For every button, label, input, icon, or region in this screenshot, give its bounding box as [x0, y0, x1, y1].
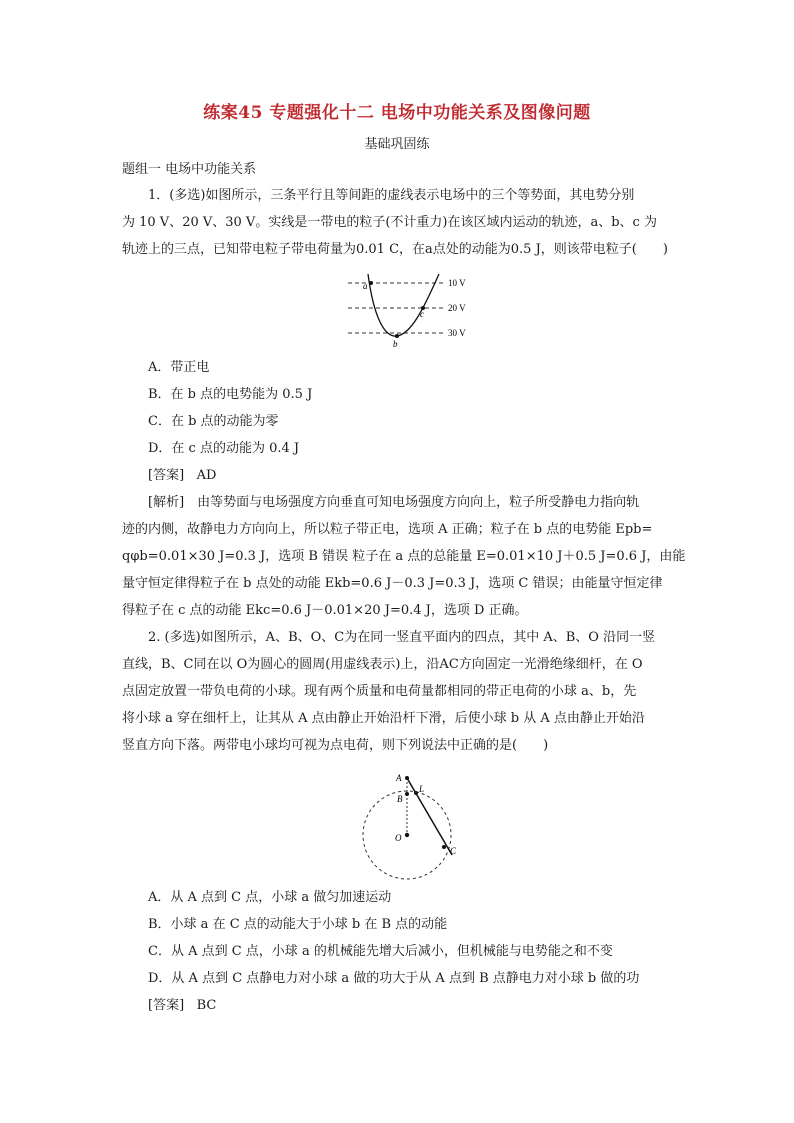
q2-answer [148, 996, 708, 1016]
q2-option-b: B．小球 a 在 C 点的动能大于小球 b 在 B 点的动能 [148, 917, 448, 932]
q1-line-1: 1．(多选)如图所示，三条平行且等间距的虚线表示电场中的三个等势面，其电势分别 [148, 188, 635, 203]
q1-analysis-line-1: [解析] 由等势面与电场强度方向垂直可知电场强度方向向上，粒子所受静电力指向轨 [148, 495, 640, 510]
q2-line-4: 将小球 a 穿在细杆上，让其从 A 点由静止开始沿杆下滑，后使小球 b 从 A 点由静止开始沿 [122, 711, 645, 726]
q2-line-1: 2. (多选)如图所示，A、B、O、C为在同一竖直平面内的四点，其中 A、B、O 沿同一竖 [148, 630, 656, 645]
potential-label-30v: 30 V [448, 328, 466, 338]
point-C-label: C [450, 846, 457, 856]
q1-option-c: C．在 b 点的动能为零 [148, 414, 279, 429]
q2-figure-circle-rod [355, 768, 465, 880]
q2-option-a: A．从 A 点到 C 点，小球 a 做匀加速运动 [148, 890, 392, 905]
section-subtitle: 基础巩固练 [364, 137, 430, 152]
point-L-label: L [419, 784, 425, 794]
potential-label-20v: 20 V [448, 303, 466, 313]
point-O-label: O [395, 833, 402, 843]
answer-tag: [答案] [148, 468, 185, 483]
point-A-label: A [396, 773, 402, 783]
q1-line-3: 轨迹上的三点，已知带电粒子带电荷量为0.01 C，在a点处的动能为0.5 J，则该带电粒子( ) [122, 242, 668, 257]
answer-tag: [答案] [148, 998, 185, 1013]
page-title: 练案45 专题强化十二 电场中功能关系及图像问题 [203, 103, 591, 123]
q1-answer [148, 466, 708, 486]
point-B-label: B [397, 794, 403, 804]
q1-option-b: B．在 b 点的电势能为 0.5 J [148, 387, 313, 402]
q2-line-5: 竖直方向下落。两带电小球均可视为点电荷，则下列说法中正确的是( ) [122, 738, 549, 753]
q1-figure-equipotential-trajectory [345, 272, 475, 352]
q1-analysis-line-4: 量守恒定律得粒子在 b 点处的动能 Ekb=0.6 J－0.3 J=0.3 J，选项 C 错误；由能量守恒定律 [122, 576, 663, 591]
q1-option-a: A．带正电 [148, 360, 210, 375]
q1-analysis-line-3: qφb=0.01×30 J=0.3 J，选项 B 错误 粒子在 a 点的总能量 E=0.01×10 J＋0.5 J=0.6 J，由能 [122, 549, 686, 564]
potential-label-10v: 10 V [448, 278, 466, 288]
q2-option-d: D．从 A 点到 C 点静电力对小球 a 做的功大于从 A 点到 B 点静电力对小球 b 做的功 [148, 971, 640, 986]
q1-line-2: 为 10 V、20 V、30 V。实线是一带电的粒子(不计重力)在该区域内运动的轨迹，a、b、c 为 [122, 215, 657, 230]
point-c-label: c [420, 309, 424, 319]
q1-analysis-line-2: 迹的内侧，故静电力方向向上，所以粒子带正电，选项 A 正确；粒子在 b 点的电势能 Epb= [122, 522, 653, 537]
point-b-label: b [393, 339, 398, 349]
answer-value: BC [196, 998, 217, 1013]
point-a-label: a [363, 281, 368, 291]
q2-line-3: 点固定放置一带负电荷的小球。现有两个质量和电荷量都相同的带正电荷的小球 a、b，先 [122, 684, 637, 699]
q1-option-d: D．在 c 点的动能为 0.4 J [148, 441, 300, 456]
q1-analysis-line-5: 得粒子在 c 点的动能 Ekc=0.6 J－0.01×20 J=0.4 J，选项 D 正确。 [122, 603, 528, 618]
q2-line-2: 直线，B、C同在以 O为圆心的圆周(用虚线表示)上，沿AC方向固定一光滑绝缘细杆，在 O [122, 657, 643, 672]
group-heading: 题组一 电场中功能关系 [122, 162, 257, 177]
answer-value: AD [196, 468, 217, 483]
q2-option-c: C．从 A 点到 C 点，小球 a 的机械能先增大后减小，但机械能与电势能之和不变 [148, 944, 613, 959]
